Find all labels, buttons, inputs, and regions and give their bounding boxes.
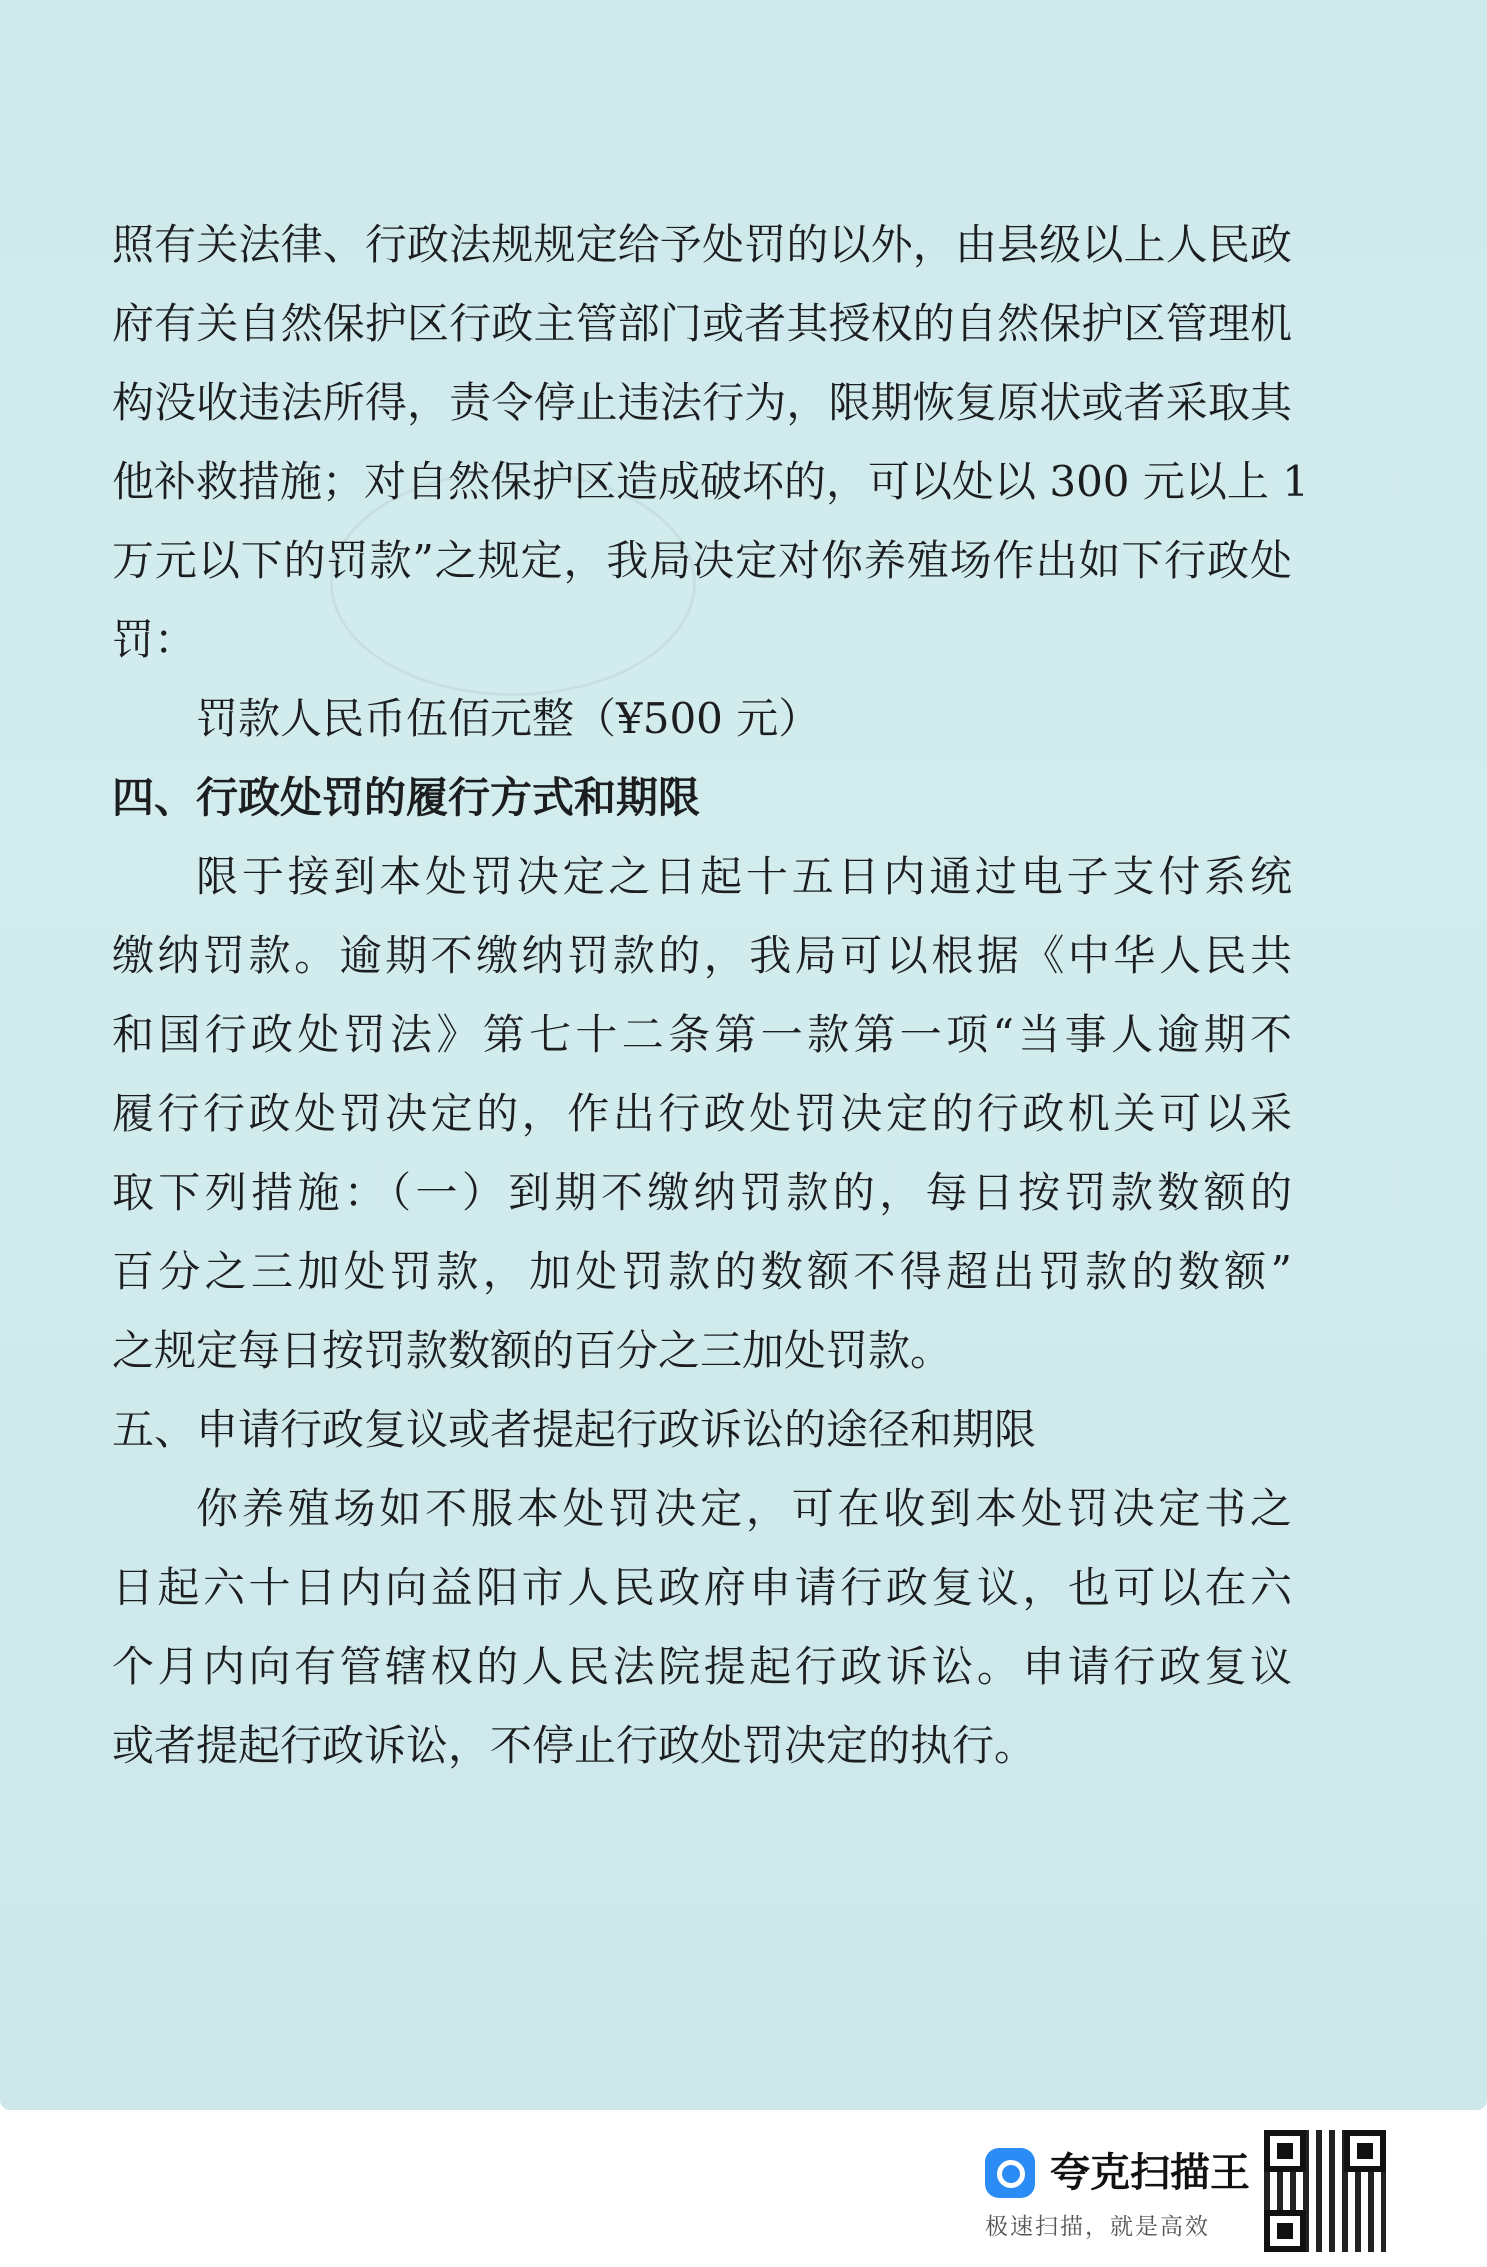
qr-finder [1264, 2210, 1306, 2252]
brand-tagline: 极速扫描，就是高效 [985, 2214, 1210, 2240]
text-line: 你养殖场如不服本处罚决定，可在收到本处罚决定书之 [196, 1484, 1292, 1533]
fine-amount: 罚款人民币伍佰元整（¥500 元） [196, 694, 821, 743]
qr-finder [1344, 2130, 1386, 2172]
text-line: 个月内向有管辖权的人民法院提起行政诉讼。申请行政复议 [112, 1642, 1292, 1691]
text-line: 百分之三加处罚款，加处罚款的数额不得超出罚款的数额” [112, 1247, 1292, 1296]
section-heading-4: 四、行政处罚的履行方式和期限 [112, 773, 701, 822]
text-line: 构没收违法所得，责令停止违法行为，限期恢复原状或者采取其 [112, 378, 1292, 427]
qr-code-icon [1264, 2130, 1386, 2252]
text-line: 取下列措施：（一）到期不缴纳罚款的，每日按罚款数额的 [112, 1168, 1292, 1217]
text-line: 府有关自然保护区行政主管部门或者其授权的自然保护区管理机 [112, 299, 1292, 348]
text-line: 他补救措施；对自然保护区造成破坏的，可以处以 300 元以上 1 [112, 457, 1309, 506]
quark-logo-icon [985, 2148, 1035, 2198]
text-line: 日起六十日内向益阳市人民政府申请行政复议，也可以在六 [112, 1563, 1292, 1612]
text-line: 万元以下的罚款”之规定，我局决定对你养殖场作出如下行政处 [112, 536, 1292, 585]
text-line: 履行行政处罚决定的，作出行政处罚决定的行政机关可以采 [112, 1089, 1292, 1138]
text-line: 罚： [112, 615, 197, 664]
qr-finder [1264, 2130, 1306, 2172]
text-line: 限于接到本处罚决定之日起十五日内通过电子支付系统 [196, 852, 1292, 901]
text-line: 和国行政处罚法》第七十二条第一款第一项“当事人逾期不 [112, 1010, 1292, 1059]
brand-name: 夸克扫描王 [1050, 2150, 1250, 2196]
text-line: 照有关法律、行政法规规定给予处罚的以外，由县级以上人民政 [112, 220, 1292, 269]
document-body [112, 205, 1309, 1785]
text-line: 或者提起行政诉讼，不停止行政处罚决定的执行。 [112, 1721, 1037, 1770]
text-line: 缴纳罚款。逾期不缴纳罚款的，我局可以根据《中华人民共 [112, 931, 1292, 980]
text-line: 之规定每日按罚款数额的百分之三加处罚款。 [112, 1326, 953, 1375]
section-heading-5: 五、申请行政复议或者提起行政诉讼的途径和期限 [112, 1405, 1037, 1454]
